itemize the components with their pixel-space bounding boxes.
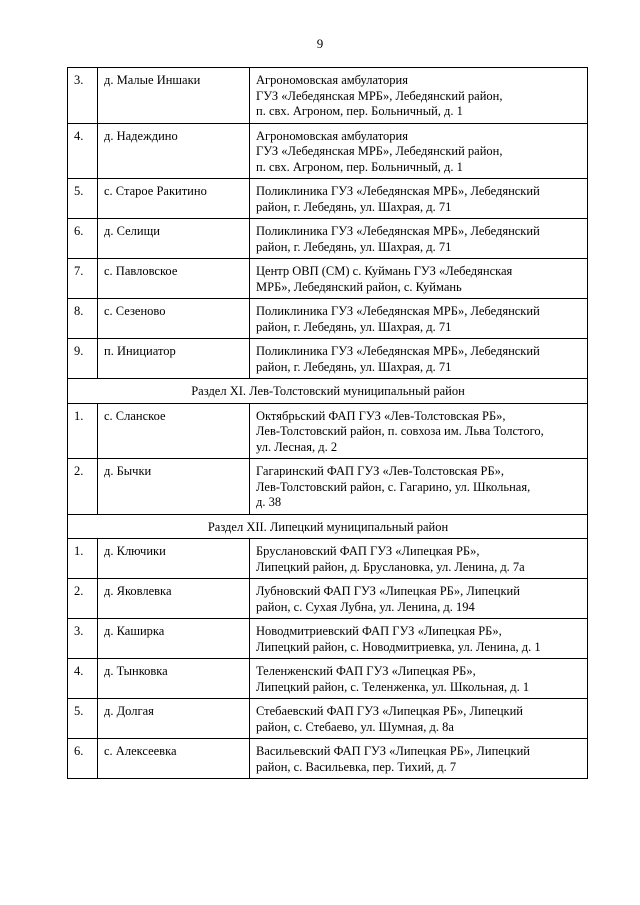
facility-address	[250, 579, 588, 619]
settlement-name: д. Малые Иншаки	[98, 68, 250, 124]
table-row	[68, 123, 588, 179]
section-title: Раздел XII. Липецкий муниципальный район	[68, 514, 588, 539]
row-number: 4.	[68, 659, 98, 699]
facility-address	[250, 259, 588, 299]
address-line: район, г. Лебедянь, ул. Шахрая, д. 71	[256, 239, 452, 254]
address-line: п. свх. Агроном, пер. Больничный, д. 1	[256, 159, 463, 174]
facility-address	[250, 179, 588, 219]
row-number: 7.	[68, 259, 98, 299]
facility-address	[250, 339, 588, 379]
facility-address	[250, 699, 588, 739]
page-number: 9	[316, 36, 324, 51]
row-number: 4.	[68, 123, 98, 179]
facility-address	[250, 539, 588, 579]
address-line: район, с. Сухая Лубна, ул. Ленина, д. 194	[256, 599, 475, 614]
settlement-name: д. Ключики	[98, 539, 250, 579]
address-line: Липецкий район, с. Новодмитриевка, ул. Ленина, д. 1	[256, 639, 541, 654]
address-line: Липецкий район, с. Теленженка, ул. Школьная, д. 1	[256, 679, 530, 694]
table-row	[68, 299, 588, 339]
row-number: 1.	[68, 539, 98, 579]
address-line: Поликлиника ГУЗ «Лебедянская МРБ», Лебедянский	[256, 304, 540, 318]
settlement-name: д. Надеждино	[98, 123, 250, 179]
row-number: 5.	[68, 179, 98, 219]
settlement-name: д. Бычки	[98, 459, 250, 515]
address-line: Теленженский ФАП ГУЗ «Липецкая РБ»,	[256, 664, 476, 678]
address-line: Октябрьский ФАП ГУЗ «Лев-Толстовская РБ»,	[256, 408, 506, 423]
facilities-table	[67, 67, 588, 779]
table-row	[68, 403, 588, 459]
facility-address	[250, 659, 588, 699]
table-row	[68, 739, 588, 779]
settlement-name: д. Тынковка	[98, 659, 250, 699]
table-row	[68, 68, 588, 124]
facility-address	[250, 739, 588, 779]
settlement-name: с. Алексеевка	[98, 739, 250, 779]
settlement-name: с. Сезеново	[98, 299, 250, 339]
section-header-row	[68, 514, 588, 539]
table-row	[68, 619, 588, 659]
address-line: п. свх. Агроном, пер. Больничный, д. 1	[256, 104, 463, 118]
settlement-name: п. Инициатор	[98, 339, 250, 379]
row-number: 9.	[68, 339, 98, 379]
table-row	[68, 659, 588, 699]
address-line: Лев-Толстовский район, с. Гагарино, ул. Школьная,	[256, 479, 531, 494]
settlement-name: с. Павловское	[98, 259, 250, 299]
row-number: 3.	[68, 619, 98, 659]
facility-address	[250, 403, 588, 459]
row-number: 3.	[68, 68, 98, 124]
settlement-name: д. Каширка	[98, 619, 250, 659]
address-line: Агрономовская амбулатория	[256, 128, 408, 143]
table-row	[68, 579, 588, 619]
table-row	[68, 339, 588, 379]
address-line: Поликлиника ГУЗ «Лебедянская МРБ», Лебедянский	[256, 184, 540, 198]
row-number: 8.	[68, 299, 98, 339]
address-line: д. 38	[256, 495, 282, 509]
address-line: Гагаринский ФАП ГУЗ «Лев-Толстовская РБ»,	[256, 464, 505, 478]
address-line: район, г. Лебедянь, ул. Шахрая, д. 71	[256, 359, 452, 374]
address-line: район, г. Лебедянь, ул. Шахрая, д. 71	[256, 199, 452, 214]
settlement-name: с. Сланское	[98, 403, 250, 459]
table-row	[68, 539, 588, 579]
address-line: ул. Лесная, д. 2	[256, 439, 338, 454]
section-title: Раздел XI. Лев-Толстовский муниципальный район	[68, 379, 588, 404]
table-row	[68, 259, 588, 299]
address-line: Стебаевский ФАП ГУЗ «Липецкая РБ», Липецкий	[256, 704, 523, 718]
settlement-name: д. Селищи	[98, 219, 250, 259]
address-line: ГУЗ «Лебедянская МРБ», Лебедянский район,	[256, 88, 503, 103]
address-line: Агрономовская амбулатория	[256, 73, 408, 87]
row-number: 1.	[68, 403, 98, 459]
address-line: район, с. Васильевка, пер. Тихий, д. 7	[256, 759, 457, 774]
facility-address	[250, 123, 588, 179]
facility-address	[250, 619, 588, 659]
facilities-table-body	[68, 68, 588, 779]
section-header-row	[68, 379, 588, 404]
settlement-name: д. Долгая	[98, 699, 250, 739]
address-line: МРБ», Лебедянский район, с. Куймань	[256, 279, 462, 294]
address-line: район, с. Стебаево, ул. Шумная, д. 8а	[256, 719, 454, 734]
table-row	[68, 699, 588, 739]
address-line: Поликлиника ГУЗ «Лебедянская МРБ», Лебедянский	[256, 344, 540, 358]
address-line: Бруслановский ФАП ГУЗ «Липецкая РБ»,	[256, 544, 480, 558]
facility-address	[250, 459, 588, 515]
settlement-name: с. Старое Ракитино	[98, 179, 250, 219]
facility-address	[250, 68, 588, 124]
address-line: Новодмитриевский ФАП ГУЗ «Липецкая РБ»,	[256, 624, 502, 638]
row-number: 2.	[68, 459, 98, 515]
address-line: Поликлиника ГУЗ «Лебедянская МРБ», Лебедянский	[256, 224, 540, 238]
address-line: Васильевский ФАП ГУЗ «Липецкая РБ», Липецкий	[256, 744, 530, 758]
table-row	[68, 219, 588, 259]
row-number: 2.	[68, 579, 98, 619]
address-line: Лев-Толстовский район, п. совхоза им. Льва Толстого,	[256, 424, 544, 438]
row-number: 6.	[68, 219, 98, 259]
facility-address	[250, 299, 588, 339]
address-line: Лубновский ФАП ГУЗ «Липецкая РБ», Липецкий	[256, 584, 520, 598]
address-line: Центр ОВП (СМ) с. Куймань ГУЗ «Лебедянская	[256, 264, 513, 278]
settlement-name: д. Яковлевка	[98, 579, 250, 619]
address-line: район, г. Лебедянь, ул. Шахрая, д. 71	[256, 319, 452, 334]
row-number: 6.	[68, 739, 98, 779]
table-row	[68, 459, 588, 515]
row-number: 5.	[68, 699, 98, 739]
facility-address	[250, 219, 588, 259]
address-line: ГУЗ «Лебедянская МРБ», Лебедянский район,	[256, 144, 503, 158]
table-row	[68, 179, 588, 219]
address-line: Липецкий район, д. Бруслановка, ул. Ленина, д. 7а	[256, 559, 525, 574]
